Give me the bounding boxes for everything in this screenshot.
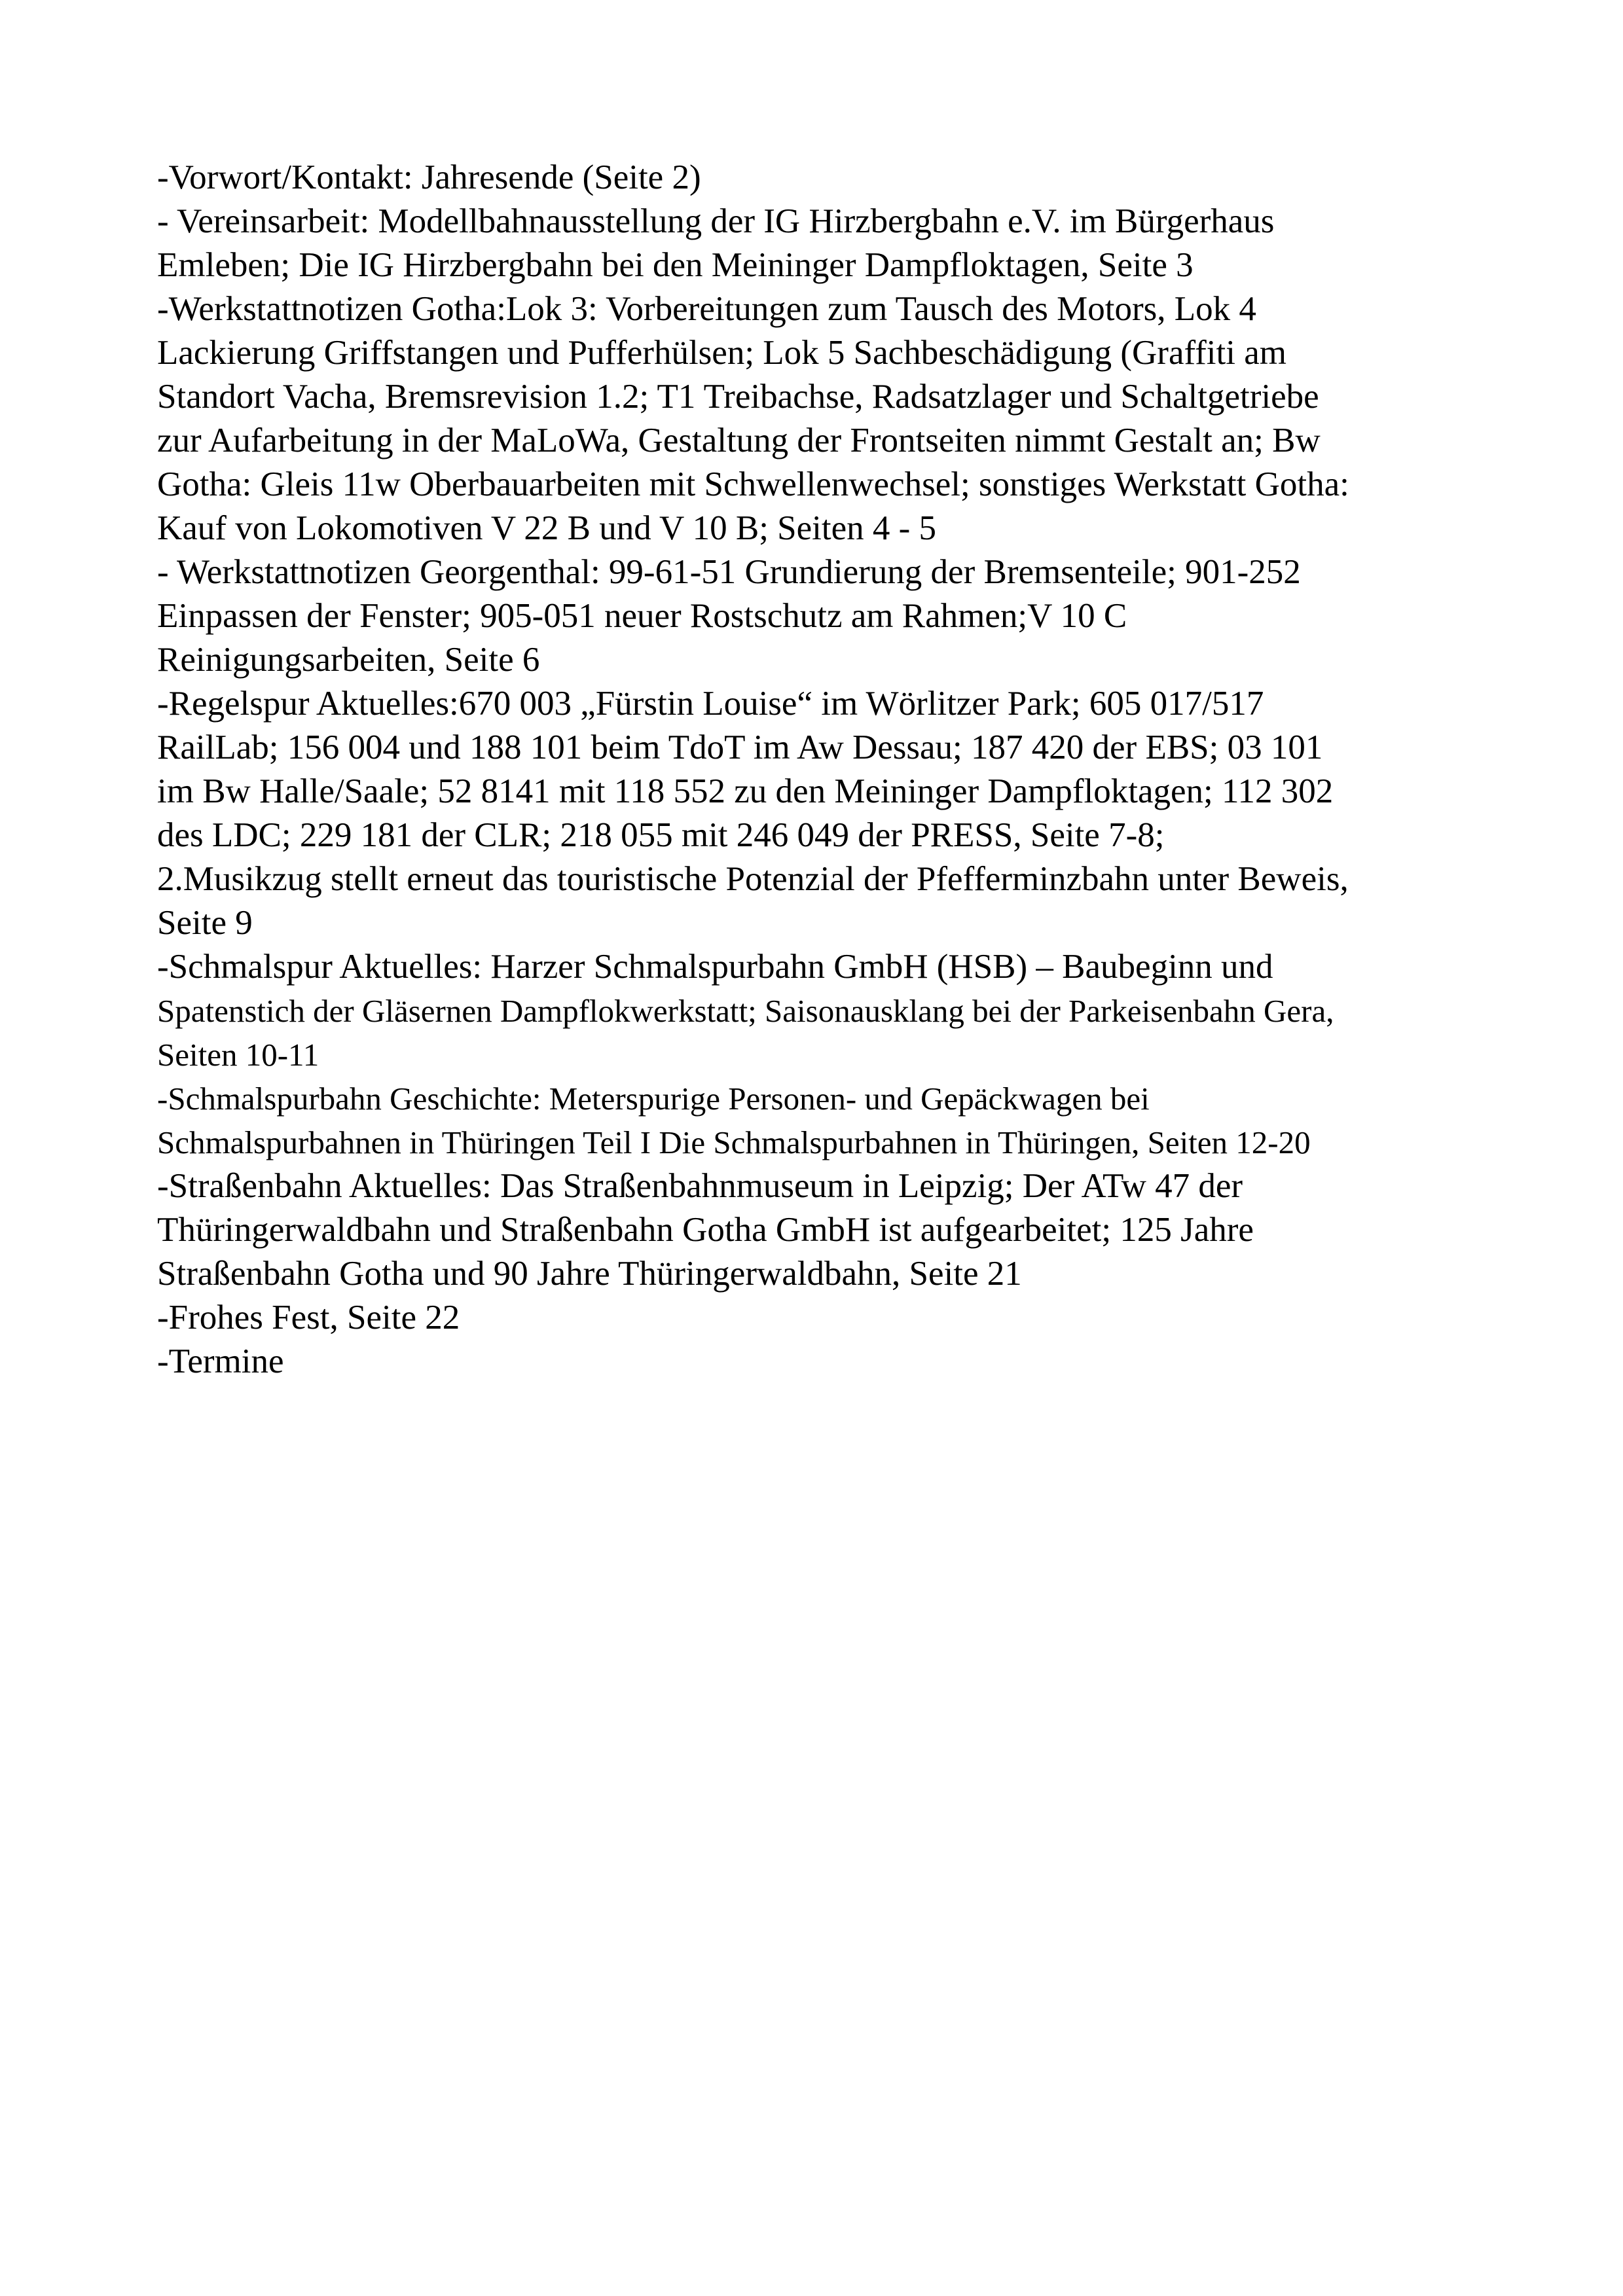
toc-line: -Vorwort/Kontakt: Jahresende (Seite 2)	[157, 158, 701, 196]
toc-line: Seite 9	[157, 904, 253, 942]
toc-line: - Werkstattnotizen Georgenthal: 99-61-51 Grundierung der Bremsenteile; 901-252	[157, 553, 1301, 591]
toc-line: zur Aufarbeitung in der MaLoWa, Gestaltung der Frontseiten nimmt Gestalt an; Bw	[157, 422, 1321, 459]
table-of-contents	[157, 156, 1493, 1384]
toc-line: Lackierung Griffstangen und Pufferhülsen; Lok 5 Sachbeschädigung (Graffiti am	[157, 334, 1286, 372]
toc-line: - Vereinsarbeit: Modellbahnausstellung der IG Hirzbergbahn e.V. im Bürgerhaus	[157, 202, 1275, 240]
toc-line: Standort Vacha, Bremsrevision 1.2; T1 Treibachse, Radsatzlager und Schaltgetriebe	[157, 378, 1319, 416]
toc-line: -Regelspur Aktuelles:670 003 „Fürstin Louise“ im Wörlitzer Park; 605 017/517	[157, 685, 1264, 723]
toc-line: des LDC; 229 181 der CLR; 218 055 mit 246 049 der PRESS, Seite 7-8;	[157, 816, 1165, 854]
toc-line: RailLab; 156 004 und 188 101 beim TdoT im Aw Dessau; 187 420 der EBS; 03 101	[157, 728, 1323, 766]
toc-line: Reinigungsarbeiten, Seite 6	[157, 641, 540, 679]
toc-line: -Termine	[157, 1342, 284, 1380]
toc-line: Kauf von Lokomotiven V 22 B und V 10 B; Seiten 4 - 5	[157, 509, 937, 547]
toc-line: 2.Musikzug stellt erneut das touristische Potenzial der Pfefferminzbahn unter Beweis,	[157, 860, 1349, 898]
toc-line: -Schmalspur Aktuelles: Harzer Schmalspurbahn GmbH (HSB) – Baubeginn und	[157, 948, 1273, 986]
toc-line: Einpassen der Fenster; 905-051 neuer Rostschutz am Rahmen;V 10 C	[157, 597, 1127, 635]
toc-line: Schmalspurbahnen in Thüringen Teil I Die Schmalspurbahnen in Thüringen, Seiten 12-20	[157, 1124, 1311, 1160]
toc-line: Spatenstich der Gläsernen Dampflokwerkstatt; Saisonausklang bei der Parkeisenbahn Gera,	[157, 993, 1334, 1029]
toc-line: -Straßenbahn Aktuelles: Das Straßenbahnmuseum in Leipzig; Der ATw 47 der	[157, 1167, 1243, 1205]
toc-line: Thüringerwaldbahn und Straßenbahn Gotha GmbH ist aufgearbeitet; 125 Jahre	[157, 1211, 1254, 1249]
toc-line: Gotha: Gleis 11w Oberbauarbeiten mit Schwellenwechsel; sonstiges Werkstatt Gotha:	[157, 465, 1349, 503]
toc-line: -Schmalspurbahn Geschichte: Meterspurige Personen- und Gepäckwagen bei	[157, 1081, 1150, 1117]
toc-line: Emleben; Die IG Hirzbergbahn bei den Meininger Dampfloktagen, Seite 3	[157, 246, 1194, 284]
toc-line: im Bw Halle/Saale; 52 8141 mit 118 552 zu den Meininger Dampfloktagen; 112 302	[157, 772, 1334, 810]
toc-line: -Frohes Fest, Seite 22	[157, 1299, 460, 1336]
toc-line: Straßenbahn Gotha und 90 Jahre Thüringerwaldbahn, Seite 21	[157, 1255, 1022, 1293]
toc-line: -Werkstattnotizen Gotha:Lok 3: Vorbereitungen zum Tausch des Motors, Lok 4	[157, 290, 1256, 328]
toc-line: Seiten 10-11	[157, 1037, 319, 1073]
